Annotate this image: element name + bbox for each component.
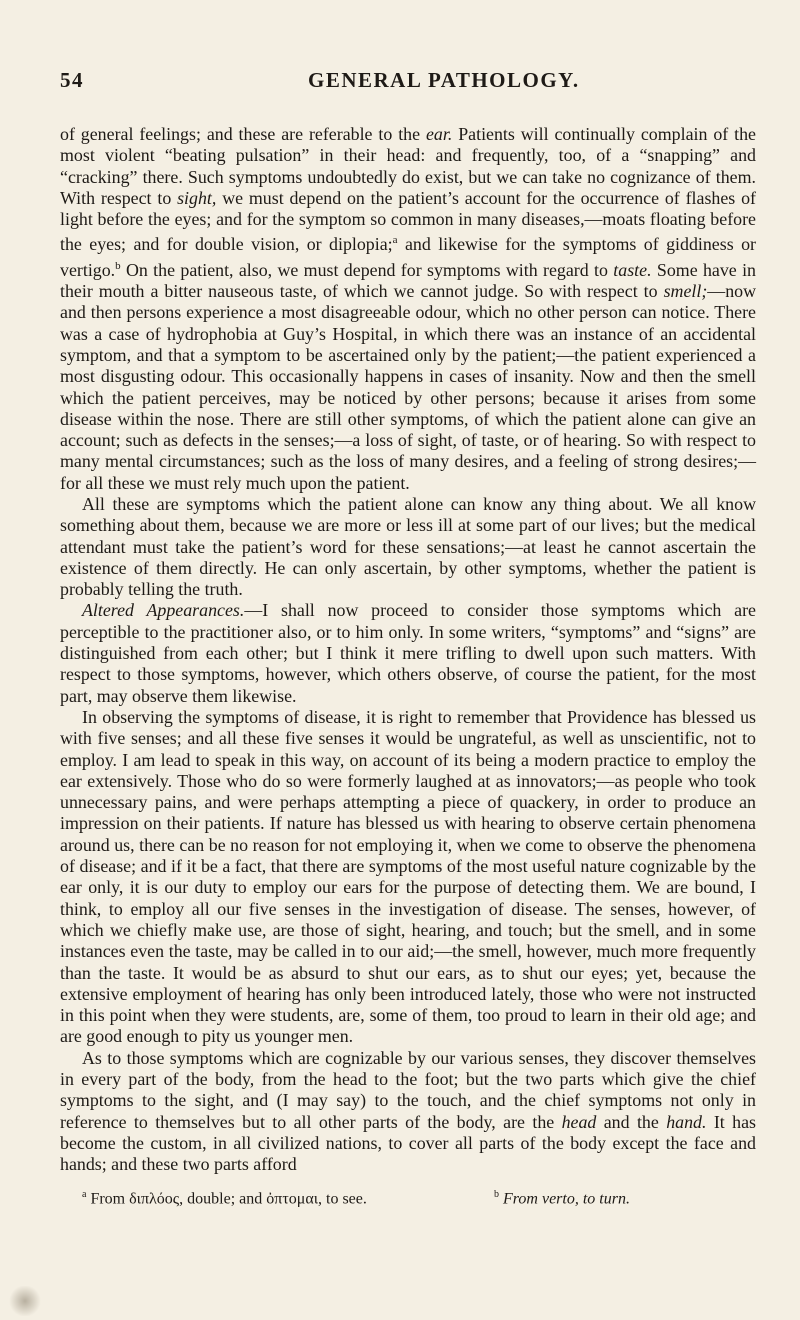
italic-text: Altered Appearances. [82, 600, 245, 621]
italic-text: head [561, 1111, 597, 1132]
footnote-ref: a [392, 234, 398, 247]
paragraph [60, 600, 756, 706]
text-run: It has become the custom, in all civilized nations, to cover all parts of the body except the face and hands; and these two parts afford [60, 1111, 756, 1175]
paragraph [60, 494, 756, 600]
footnote-b [494, 1189, 630, 1208]
footnotes [60, 1189, 756, 1213]
text-run: and the [596, 1111, 667, 1132]
text-run: As to those symptoms which are cognizable by our various senses, they discover themselves in every part of the body, from the head to the foot; but the two parts which give the chief symptoms to the sight, and (I may say) to the touch, and the chief symptoms not only in reference to themselves but to all other parts of the body, are the [60, 1047, 756, 1132]
text-run: Patients will continually complain of the most violent “beating pulsation” in their head: and frequently, too, of a “snapping” and “cracking” there. Such symptoms undoubtedly do exist, but we can take no cognizance of them. With respect to [60, 124, 756, 208]
text-run: we must depend on the patient’s account for the occurrence of flashes of light before the eyes; and for the symptom so common in many diseases,—moats floating before the eyes; and for double vision, or diplopia; [60, 187, 756, 255]
running-head [60, 68, 756, 102]
running-title: GENERAL PATHOLOGY. [308, 68, 580, 92]
italic-text: hand. [666, 1111, 707, 1132]
footnote-b-mark: b [494, 1189, 499, 1201]
text-run: —now and then persons experience a most disagreeable odour, which no other person can notice. There was a case of hydrophobia at Guy’s Hospital, in which there was an instance of an accidental symptom, and that a symptom to be ascertained only by the patient;—the patient experienced a most disgusting odour. This occasionally happens in cases of insanity. Now and then the smell which the patient perceives, may be noticed by other persons; because it arises from some disease within the nose. There are still other symptoms, of which the patient alone can give an account; such as defects in the senses;—a loss of sight, of taste, or of hearing. So with respect to many mental circumstances; such as the loss of many desires, and a feeling of strong desires;—for all these we must rely much upon the patient. [60, 281, 756, 493]
footnote-b-text: From verto, to turn. [499, 1190, 630, 1208]
footnote-a-mark: a [82, 1189, 87, 1201]
text-run: On the patient, also, we must depend for symptoms with regard to [120, 259, 614, 280]
footnote-ref: b [115, 259, 121, 272]
italic-text: taste. [613, 259, 652, 280]
text-run: of general feelings; and these are referable to the [60, 124, 426, 144]
text-run: —I shall now proceed to consider those symptoms which are perceptible to the practitioner also, or to him only. In some writers, “symptoms” and “signs” are distinguished from each other; but I think it mere trifling to dwell upon such matters. With respect to those symptoms, however, which others observe, of course the patient, for the most part, may observe them likewise. [60, 600, 756, 706]
page-number: 54 [60, 68, 84, 92]
page-stain [8, 1286, 42, 1316]
body-text [60, 124, 756, 1175]
italic-text: ear. [425, 124, 453, 144]
text-run: Some have in their mouth a bitter nauseous taste, of which we cannot judge. So with respect to [60, 259, 756, 302]
paragraph [60, 707, 756, 1048]
italic-text: sight, [177, 187, 217, 208]
paragraph [60, 1048, 756, 1176]
paragraph [60, 124, 756, 494]
text-run: and likewise for the symptoms of giddiness or vertigo. [60, 234, 756, 280]
footnote-a-text: From διπλόος, double; and ὀπτομαι, to see. [86, 1190, 367, 1208]
text-run: In observing the symptoms of disease, it is right to remember that Providence has blessed us with five senses; and all these five senses it would be ungrateful, as well as unscientific, not to employ. I am lead to speak in this way, on account of its being a modern practice to employ the ear extensively. Those who do so were formerly laughed at as innovators;—as people who took unnecessary pains, and were perhaps attempting a piece of quackery, in order to produce an impression on their patients. If nature has blessed us with hearing to observe certain phenomena around us, there can be no reason for not employing it, when we come to observe the phenomena of disease; and if it be a fact, that there are symptoms of the most useful nature cognizable by the ear only, it is our duty to employ our ears for the purpose of detecting them. We are bound, I think, to employ all our five senses in the investigation of disease. The senses, however, of which we chiefly make use, are those of sight, hearing, and touch; but the smell, and in some instances even the taste, may be called in to our aid;—the smell, however, much more frequently than the taste. It would be as absurd to shut our ears, as to shut our eyes; yet, because the extensive employment of hearing has only been introduced lately, those who were not instructed in this point when they were students, are, some of them, too proud to learn in their old age; and are good enough to pity us younger men. [60, 706, 756, 1047]
italic-text: smell; [663, 281, 708, 302]
text-run: All these are symptoms which the patient alone can know any thing about. We all know something about them, because we are more or less ill at some part of our lives; but the medical attendant must take the patient’s word for these sensations;—at least he cannot ascertain the existence of them directly. He can only ascertain, by other symptoms, whether the patient is probably telling the truth. [60, 493, 756, 600]
footnote-a [82, 1189, 367, 1208]
